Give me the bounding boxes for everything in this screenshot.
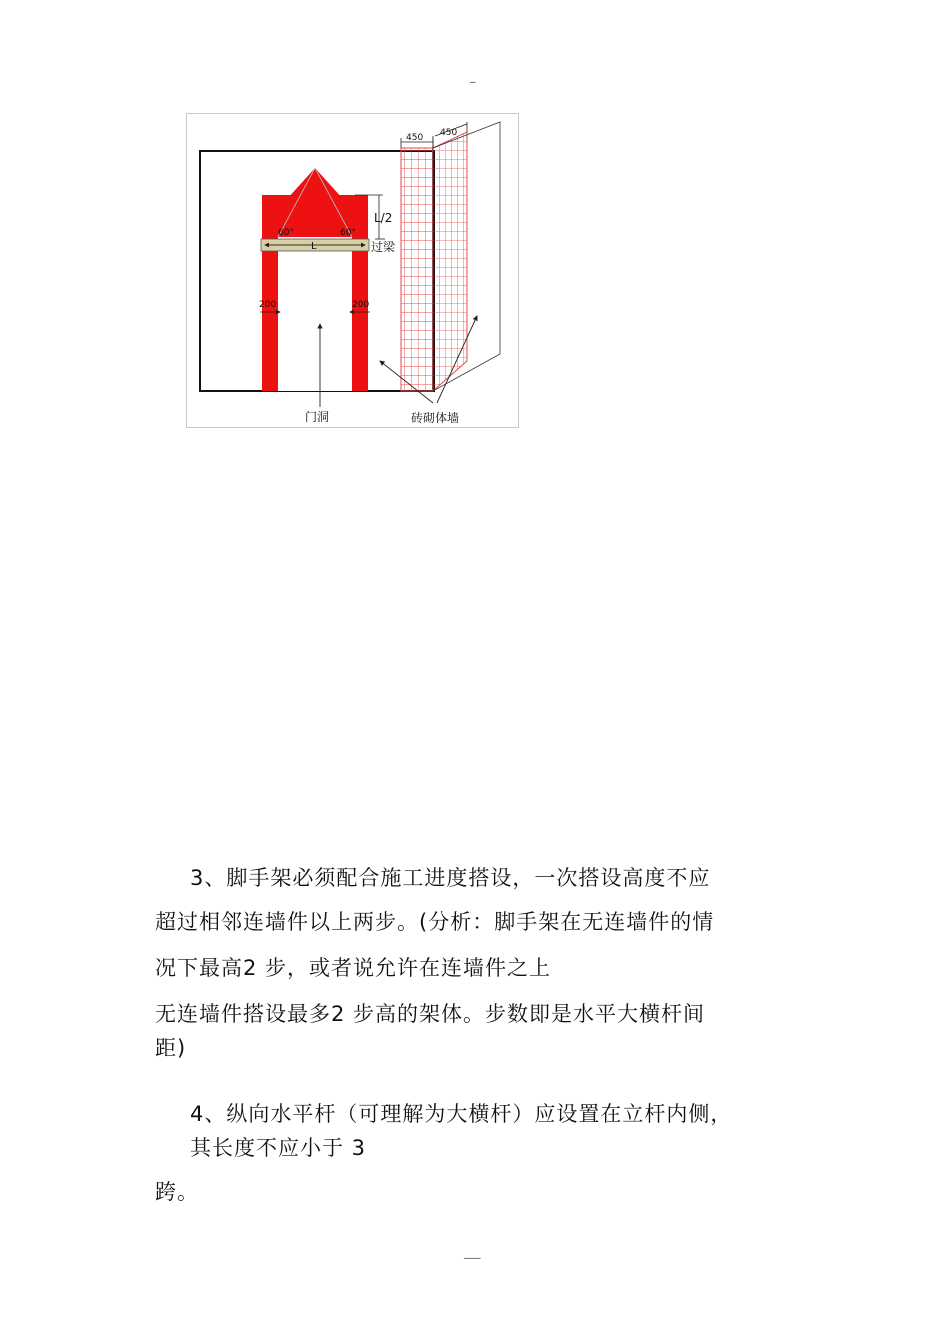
door-opening — [278, 254, 352, 391]
para3-line3: 况下最高2 步，或者说允许在连墙件之上 — [155, 956, 552, 980]
label-angle-left: 60° — [278, 228, 294, 238]
label-200-right: 200 — [352, 300, 370, 310]
label-angle-right: 60° — [340, 228, 356, 238]
brick-wall-side — [433, 132, 467, 391]
doorway-lintel-figure — [186, 113, 519, 428]
label-brick-wall: 砖砌体墙 — [411, 411, 460, 425]
footer-mark: ___ — [464, 1246, 481, 1259]
header-mark: _ — [470, 70, 476, 83]
para3-line4: 无连墙件搭设最多2 步高的架体。步数即是水平大横杆间 — [155, 1002, 706, 1026]
label-door-opening: 门洞 — [305, 410, 330, 424]
label-span: L — [311, 241, 317, 252]
label-lintel: 过梁 — [371, 240, 396, 254]
para4-line1: 4、纵向水平杆（可理解为大横杆）应设置在立杆内侧， — [190, 1102, 733, 1126]
para3-line1: 3、脚手架必须配合施工进度搭设，一次搭设高度不应 — [190, 866, 711, 890]
label-half-span: L/2 — [374, 211, 393, 225]
label-200-left: 200 — [259, 300, 277, 310]
para3-line5: 距) — [155, 1036, 187, 1060]
load-triangle — [278, 168, 352, 209]
dim-450-side: 450 — [440, 128, 458, 138]
para3-line2: 超过相邻连墙件以上两步。(分析：脚手架在无连墙件的情 — [155, 910, 715, 934]
brick-wall-front — [401, 148, 433, 391]
para4-line3: 跨。 — [155, 1180, 199, 1204]
para4-line2: 其长度不应小于 3 — [190, 1136, 367, 1160]
dim-450-front: 450 — [406, 133, 424, 143]
